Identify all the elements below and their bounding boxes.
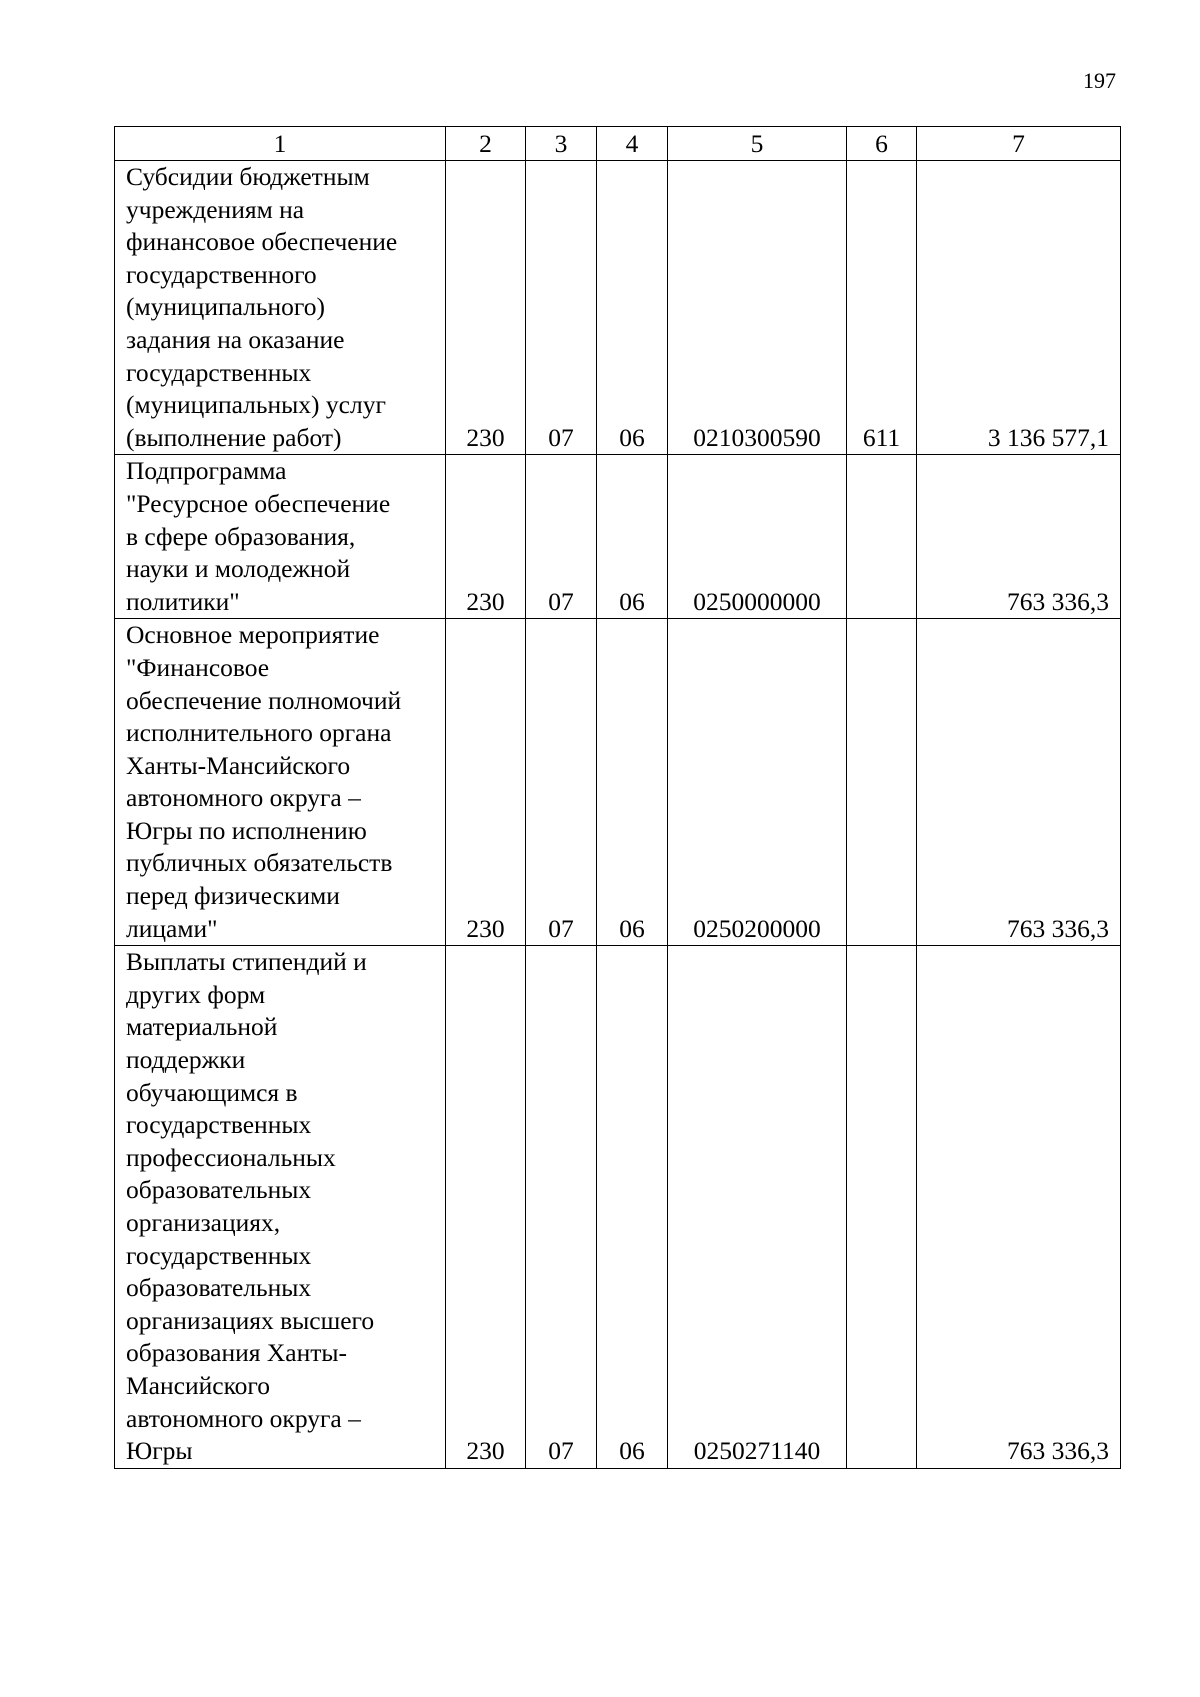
cell-col-6 bbox=[847, 619, 917, 946]
cell-col-5: 0210300590 bbox=[668, 161, 847, 455]
cell-col-6 bbox=[847, 455, 917, 619]
table-row bbox=[115, 946, 1121, 1469]
column-header-5: 5 bbox=[668, 127, 847, 161]
expense-name: Основное мероприятие "Финансовое обеспечение полномочий исполнительного органа Ханты-Мансийского автономного округа – Югры по исполнению публичных обязательств перед физическими лицами" bbox=[115, 619, 446, 946]
cell-col-6 bbox=[847, 946, 917, 1469]
table-header-row bbox=[115, 127, 1121, 161]
table-row bbox=[115, 161, 1121, 455]
cell-col-3: 07 bbox=[526, 455, 597, 619]
cell-amount: 763 336,3 bbox=[917, 946, 1121, 1469]
cell-col-2: 230 bbox=[446, 619, 526, 946]
expense-name: Субсидии бюджетным учреждениям на финансовое обеспечение государственного (муниципального) задания на оказание государственных (муниципальных) услуг (выполнение работ) bbox=[115, 161, 446, 455]
cell-col-5: 0250271140 bbox=[668, 946, 847, 1469]
cell-col-4: 06 bbox=[597, 455, 668, 619]
cell-col-5: 0250200000 bbox=[668, 619, 847, 946]
column-header-7: 7 bbox=[917, 127, 1121, 161]
expense-name: Выплаты стипендий и других форм материальной поддержки обучающимся в государственных профессиональных образовательных организациях, государственных образовательных организациях высшего образования Ханты- Мансийского автономного округа – Югры bbox=[115, 946, 446, 1469]
cell-col-4: 06 bbox=[597, 619, 668, 946]
column-header-1: 1 bbox=[115, 127, 446, 161]
column-header-2: 2 bbox=[446, 127, 526, 161]
cell-amount: 763 336,3 bbox=[917, 455, 1121, 619]
table-row bbox=[115, 455, 1121, 619]
budget-table bbox=[114, 126, 1121, 1469]
cell-col-6: 611 bbox=[847, 161, 917, 455]
page-number: 197 bbox=[1083, 68, 1116, 93]
cell-col-4: 06 bbox=[597, 161, 668, 455]
table-row bbox=[115, 619, 1121, 946]
column-header-3: 3 bbox=[526, 127, 597, 161]
cell-col-3: 07 bbox=[526, 946, 597, 1469]
column-header-4: 4 bbox=[597, 127, 668, 161]
cell-col-2: 230 bbox=[446, 946, 526, 1469]
cell-col-3: 07 bbox=[526, 619, 597, 946]
cell-amount: 763 336,3 bbox=[917, 619, 1121, 946]
expense-name: Подпрограмма "Ресурсное обеспечение в сфере образования, науки и молодежной политики" bbox=[115, 455, 446, 619]
cell-col-3: 07 bbox=[526, 161, 597, 455]
cell-amount: 3 136 577,1 bbox=[917, 161, 1121, 455]
cell-col-2: 230 bbox=[446, 161, 526, 455]
cell-col-5: 0250000000 bbox=[668, 455, 847, 619]
column-header-6: 6 bbox=[847, 127, 917, 161]
cell-col-4: 06 bbox=[597, 946, 668, 1469]
cell-col-2: 230 bbox=[446, 455, 526, 619]
